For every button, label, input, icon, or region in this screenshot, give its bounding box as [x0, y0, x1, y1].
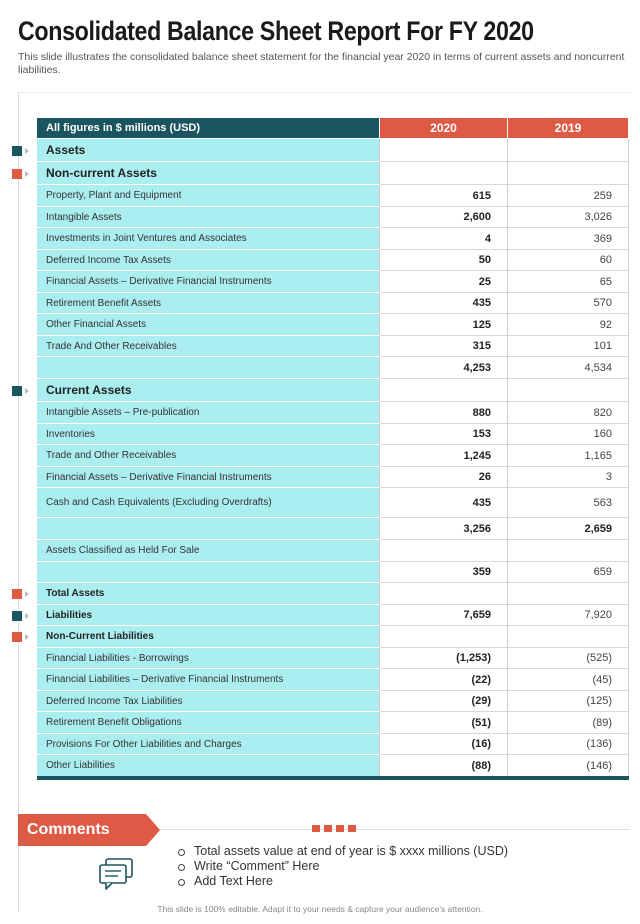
value-2019: (146) — [507, 755, 629, 777]
table-row — [37, 379, 629, 402]
value-2019: 820 — [507, 402, 629, 424]
value-2019: 7,920 — [507, 605, 629, 626]
table-row — [37, 250, 629, 271]
table-row — [37, 185, 629, 207]
table-row — [37, 734, 629, 755]
row-label: Trade And Other Receivables — [37, 336, 379, 357]
table-row — [37, 467, 629, 488]
comments-heading: Comments — [27, 821, 110, 838]
value-2020: 315 — [379, 336, 507, 357]
table-row — [37, 755, 629, 777]
row-label: Cash and Cash Equivalents (Excluding Overdrafts) — [37, 488, 379, 518]
value-2019 — [507, 139, 629, 162]
table-row — [37, 162, 629, 185]
value-2020: 50 — [379, 250, 507, 271]
value-2020: (29) — [379, 691, 507, 712]
comments-list — [178, 844, 508, 889]
value-2020: 359 — [379, 562, 507, 583]
value-2019: 3,026 — [507, 207, 629, 228]
value-2019: 92 — [507, 314, 629, 336]
table-row — [37, 648, 629, 669]
value-2020: 3,256 — [379, 518, 507, 540]
value-2019: 259 — [507, 185, 629, 207]
table-bottom-rule — [37, 776, 629, 780]
row-marker-icon — [12, 632, 22, 642]
table-body — [37, 139, 629, 777]
value-2019 — [507, 626, 629, 648]
table-row — [37, 712, 629, 734]
value-2020: 4,253 — [379, 357, 507, 379]
value-2019: (45) — [507, 669, 629, 691]
row-label: Financial Assets – Derivative Financial Instruments — [37, 467, 379, 488]
value-2020: 2,600 — [379, 207, 507, 228]
row-label: Provisions For Other Liabilities and Charges — [37, 734, 379, 755]
value-2020: 4 — [379, 228, 507, 250]
value-2020 — [379, 626, 507, 648]
value-2019: (125) — [507, 691, 629, 712]
table-row — [37, 669, 629, 691]
row-marker-icon — [12, 589, 22, 599]
row-label: Financial Liabilities - Borrowings — [37, 648, 379, 669]
value-2020: 153 — [379, 424, 507, 445]
value-2020: 880 — [379, 402, 507, 424]
table-row — [37, 562, 629, 583]
value-2019: 60 — [507, 250, 629, 271]
chat-bubbles-icon — [98, 858, 134, 890]
row-label: Total Assets — [37, 583, 379, 605]
comment-bullet: Total assets value at end of year is $ xxxx millions (USD) — [178, 844, 508, 859]
table-row — [37, 540, 629, 562]
table-row — [37, 228, 629, 250]
table-row — [37, 207, 629, 228]
value-2019 — [507, 540, 629, 562]
value-2020: 615 — [379, 185, 507, 207]
value-2020: 435 — [379, 488, 507, 518]
row-label: Other Liabilities — [37, 755, 379, 777]
dot — [348, 825, 356, 832]
row-label: Inventories — [37, 424, 379, 445]
value-2020: 7,659 — [379, 605, 507, 626]
row-label: Financial Liabilities – Derivative Financial Instruments — [37, 669, 379, 691]
row-label: Deferred Income Tax Liabilities — [37, 691, 379, 712]
row-label: Assets — [37, 139, 379, 162]
value-2020: (22) — [379, 669, 507, 691]
row-label: Investments in Joint Ventures and Associates — [37, 228, 379, 250]
row-label: Trade and Other Receivables — [37, 445, 379, 467]
table-row — [37, 271, 629, 293]
value-2020: 435 — [379, 293, 507, 314]
comment-bullet: Add Text Here — [178, 874, 508, 889]
frame-left-rule — [18, 92, 19, 912]
value-2019: (89) — [507, 712, 629, 734]
table-row — [37, 357, 629, 379]
row-label: Other Financial Assets — [37, 314, 379, 336]
value-2019: 659 — [507, 562, 629, 583]
row-label: Deferred Income Tax Assets — [37, 250, 379, 271]
value-2019: 563 — [507, 488, 629, 518]
table-row — [37, 424, 629, 445]
footer-note: This slide is 100% editable. Adapt it to your needs & capture your audience's attention. — [157, 904, 483, 914]
page-title: Consolidated Balance Sheet Report For FY 2020 — [18, 16, 534, 46]
value-2020 — [379, 139, 507, 162]
value-2019: 3 — [507, 467, 629, 488]
table-row — [37, 605, 629, 626]
row-label: Retirement Benefit Assets — [37, 293, 379, 314]
value-2019: 65 — [507, 271, 629, 293]
value-2019: 160 — [507, 424, 629, 445]
table-row — [37, 626, 629, 648]
row-marker-icon — [12, 386, 22, 396]
table-row — [37, 445, 629, 467]
value-2019: (525) — [507, 648, 629, 669]
value-2020: 1,245 — [379, 445, 507, 467]
row-label — [37, 562, 379, 583]
value-2020: (88) — [379, 755, 507, 777]
table-row — [37, 293, 629, 314]
row-label: Retirement Benefit Obligations — [37, 712, 379, 734]
header-2020: 2020 — [379, 118, 507, 139]
row-label: Property, Plant and Equipment — [37, 185, 379, 207]
value-2020 — [379, 583, 507, 605]
value-2020: (1,253) — [379, 648, 507, 669]
value-2019: 369 — [507, 228, 629, 250]
frame-top-rule — [18, 92, 630, 93]
table-header-row — [37, 118, 629, 139]
row-label: Non-current Assets — [37, 162, 379, 185]
row-label: Current Assets — [37, 379, 379, 402]
table-row — [37, 336, 629, 357]
row-label: Intangible Assets — [37, 207, 379, 228]
row-label: Non-Current Liabilities — [37, 626, 379, 648]
value-2019: 2,659 — [507, 518, 629, 540]
table-row — [37, 314, 629, 336]
value-2020: 25 — [379, 271, 507, 293]
row-label — [37, 357, 379, 379]
table-row — [37, 518, 629, 540]
value-2020: (16) — [379, 734, 507, 755]
value-2019 — [507, 583, 629, 605]
row-label — [37, 518, 379, 540]
value-2019 — [507, 162, 629, 185]
row-marker-icon — [12, 611, 22, 621]
table-row — [37, 488, 629, 518]
page-subtitle: This slide illustrates the consolidated balance sheet statement for the financial year 2020 in terms of current assets and noncurrent liabilities. — [18, 51, 625, 76]
table-row — [37, 402, 629, 424]
table-row — [37, 691, 629, 712]
balance-sheet-table — [37, 118, 629, 777]
value-2019: 101 — [507, 336, 629, 357]
comment-bullet: Write “Comment” Here — [178, 859, 508, 874]
decorative-dots — [312, 825, 356, 832]
dot — [336, 825, 344, 832]
table-row — [37, 139, 629, 162]
dot — [312, 825, 320, 832]
value-2020: 125 — [379, 314, 507, 336]
row-label: Assets Classified as Held For Sale — [37, 540, 379, 562]
value-2019 — [507, 379, 629, 402]
value-2020 — [379, 162, 507, 185]
row-label: Liabilities — [37, 605, 379, 626]
dot — [324, 825, 332, 832]
value-2020: (51) — [379, 712, 507, 734]
value-2019: (136) — [507, 734, 629, 755]
row-marker-icon — [12, 169, 22, 179]
value-2019: 4,534 — [507, 357, 629, 379]
table-row — [37, 583, 629, 605]
value-2019: 570 — [507, 293, 629, 314]
row-label: Intangible Assets – Pre-publication — [37, 402, 379, 424]
row-marker-icon — [12, 146, 22, 156]
value-2019: 1,165 — [507, 445, 629, 467]
value-2020: 26 — [379, 467, 507, 488]
value-2020 — [379, 379, 507, 402]
header-label: All figures in $ millions (USD) — [37, 118, 379, 139]
row-label: Financial Assets – Derivative Financial Instruments — [37, 271, 379, 293]
value-2020 — [379, 540, 507, 562]
header-2019: 2019 — [507, 118, 629, 139]
